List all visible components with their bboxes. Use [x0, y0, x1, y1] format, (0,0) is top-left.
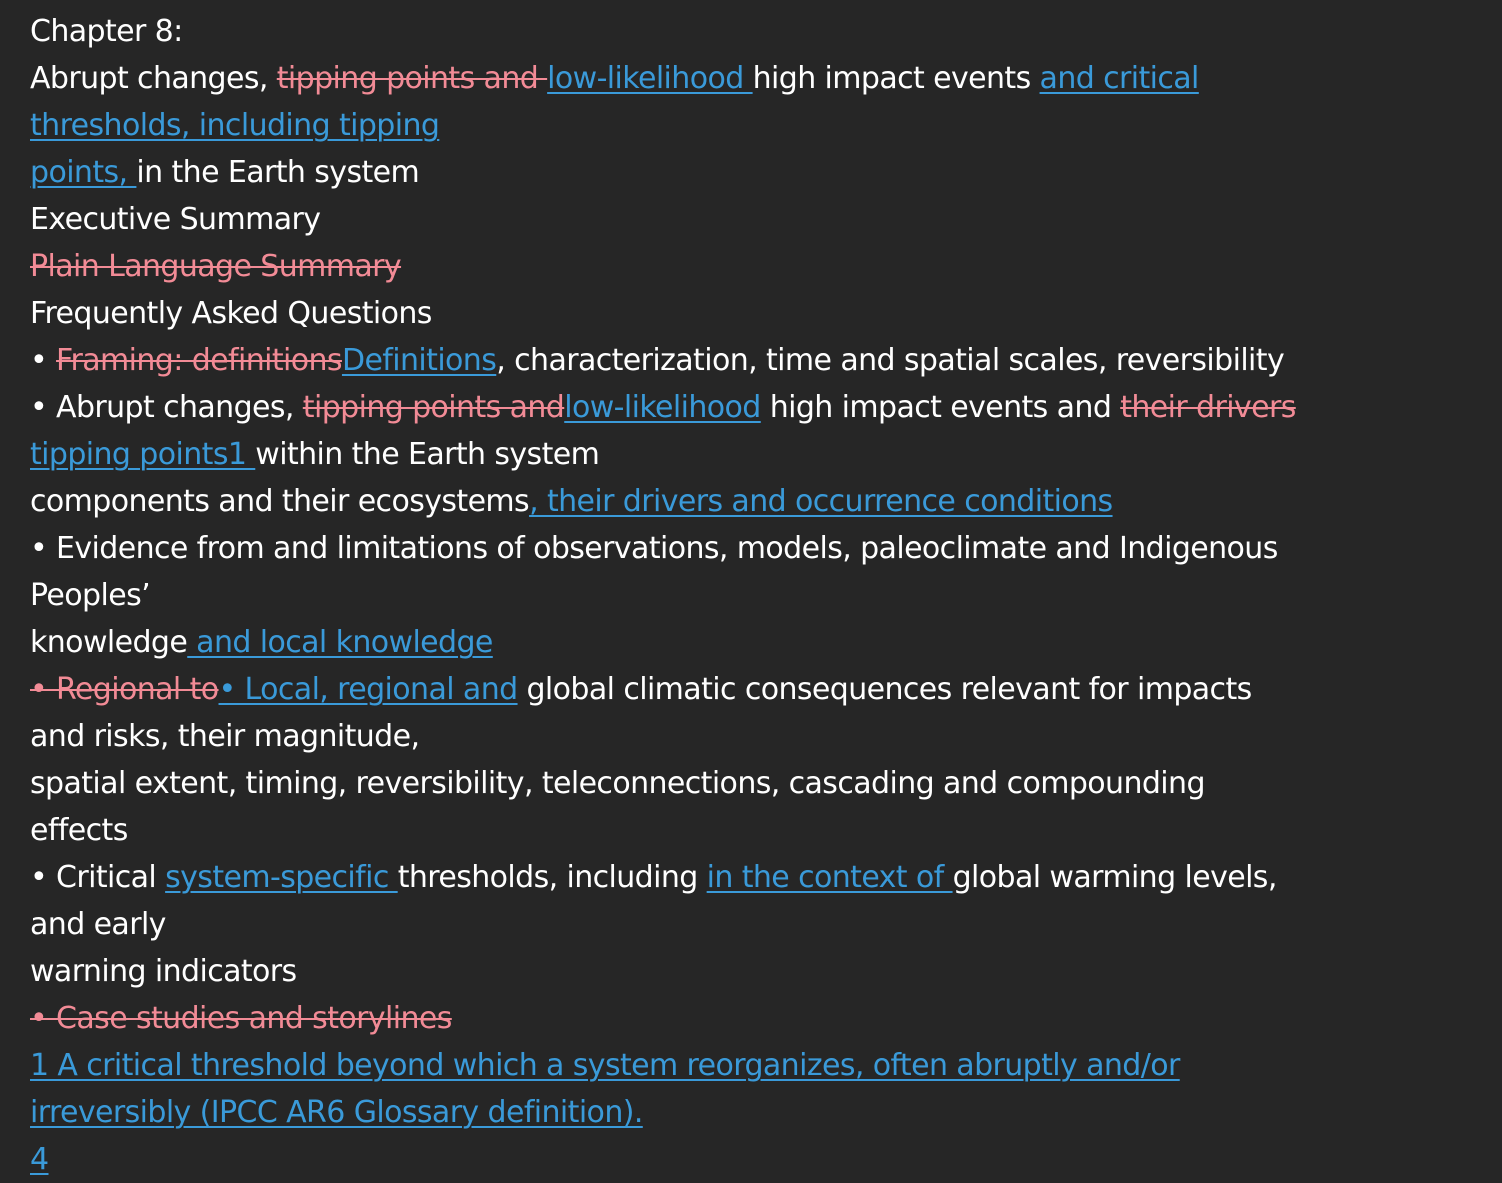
bullet-abrupt-changes	[30, 384, 1470, 431]
footnote-line-1	[30, 1042, 1470, 1089]
text: high impact events	[752, 61, 1040, 96]
inserted-text[interactable]: and critical	[1039, 61, 1199, 96]
text: knowledge	[30, 625, 188, 660]
deleted-text[interactable]: Framing: definitions	[56, 343, 342, 378]
inserted-text[interactable]: Definitions	[341, 343, 497, 378]
deleted-text[interactable]: • Case studies and storylines	[30, 1001, 452, 1036]
deleted-text[interactable]: • Regional to	[30, 672, 219, 707]
bullet-consequences-cont-2	[30, 760, 1470, 807]
bullet-abrupt-changes-cont-2	[30, 478, 1470, 525]
text: global climatic consequences relevant for impacts	[517, 672, 1252, 707]
bullet-case-studies	[30, 995, 1470, 1042]
footnote-line-2	[30, 1089, 1470, 1136]
section-plain-language-summary	[30, 243, 1470, 290]
bullet-consequences	[30, 666, 1470, 713]
chapter-heading-line-1	[30, 55, 1470, 102]
bullet-consequences-cont-3	[30, 807, 1470, 854]
text: Executive Summary	[30, 202, 321, 237]
deleted-text[interactable]: tipping points and	[276, 61, 548, 96]
text: warning indicators	[30, 954, 297, 989]
chapter-heading-line-2	[30, 102, 1470, 149]
chapter-title	[30, 8, 1470, 55]
text: components and their ecosystems	[30, 484, 530, 519]
inserted-text[interactable]: and local knowledge	[187, 625, 493, 660]
bullet-critical-thresholds-cont-2	[30, 948, 1470, 995]
text: Abrupt changes,	[30, 61, 277, 96]
text: thresholds, including	[397, 860, 707, 895]
inserted-text[interactable]: 1 A critical threshold beyond which a system reorganizes, often abruptly and/or	[30, 1048, 1180, 1083]
text: in the Earth system	[136, 155, 420, 190]
bullet-critical-thresholds-cont-1	[30, 901, 1470, 948]
text: • Evidence from and limitations of observations, models, paleoclimate and Indigenous	[30, 531, 1278, 566]
text: Peoples’	[30, 578, 151, 613]
bullet-text: • Abrupt changes,	[30, 390, 303, 425]
text: high impact events and	[760, 390, 1121, 425]
chapter-heading-line-3	[30, 149, 1470, 196]
deleted-text[interactable]: their drivers	[1120, 390, 1296, 425]
bullet-definitions	[30, 337, 1470, 384]
inserted-text[interactable]: thresholds, including tipping	[30, 108, 440, 143]
page-number	[30, 1136, 1470, 1183]
text: global warming levels,	[952, 860, 1277, 895]
bullet-evidence	[30, 525, 1470, 572]
inserted-text[interactable]: low-likelihood	[564, 390, 761, 425]
text: and early	[30, 907, 166, 942]
bullet-consequences-cont-1	[30, 713, 1470, 760]
inserted-text[interactable]: points,	[30, 155, 137, 190]
inserted-text[interactable]: in the context of	[706, 860, 953, 895]
inserted-text[interactable]: 4	[30, 1142, 49, 1177]
inserted-text[interactable]: , their drivers and occurrence conditions	[529, 484, 1113, 519]
text: Chapter 8:	[30, 14, 183, 49]
inserted-text[interactable]: tipping points1	[30, 437, 256, 472]
text: and risks, their magnitude,	[30, 719, 420, 754]
text: effects	[30, 813, 128, 848]
inserted-text[interactable]: low-likelihood	[547, 61, 753, 96]
inserted-text[interactable]: irreversibly (IPCC AR6 Glossary definition).	[30, 1095, 643, 1130]
bullet-abrupt-changes-cont-1	[30, 431, 1470, 478]
inserted-text[interactable]: system-specific	[165, 860, 398, 895]
bullet-text: • Critical	[30, 860, 166, 895]
text: Frequently Asked Questions	[30, 296, 432, 331]
text: , characterization, time and spatial scales, reversibility	[496, 343, 1285, 378]
text: spatial extent, timing, reversibility, teleconnections, cascading and compounding	[30, 766, 1205, 801]
section-executive-summary	[30, 196, 1470, 243]
deleted-text[interactable]: tipping points and	[302, 390, 565, 425]
text: within the Earth system	[255, 437, 600, 472]
section-faq	[30, 290, 1470, 337]
inserted-text[interactable]: • Local, regional and	[218, 672, 518, 707]
tracked-changes-document	[30, 8, 1470, 1183]
bullet-critical-thresholds	[30, 854, 1470, 901]
bullet-evidence-cont-1	[30, 572, 1470, 619]
bullet-evidence-cont-2	[30, 619, 1470, 666]
bullet-text: •	[30, 343, 57, 378]
deleted-text[interactable]: Plain Language Summary	[30, 249, 402, 284]
